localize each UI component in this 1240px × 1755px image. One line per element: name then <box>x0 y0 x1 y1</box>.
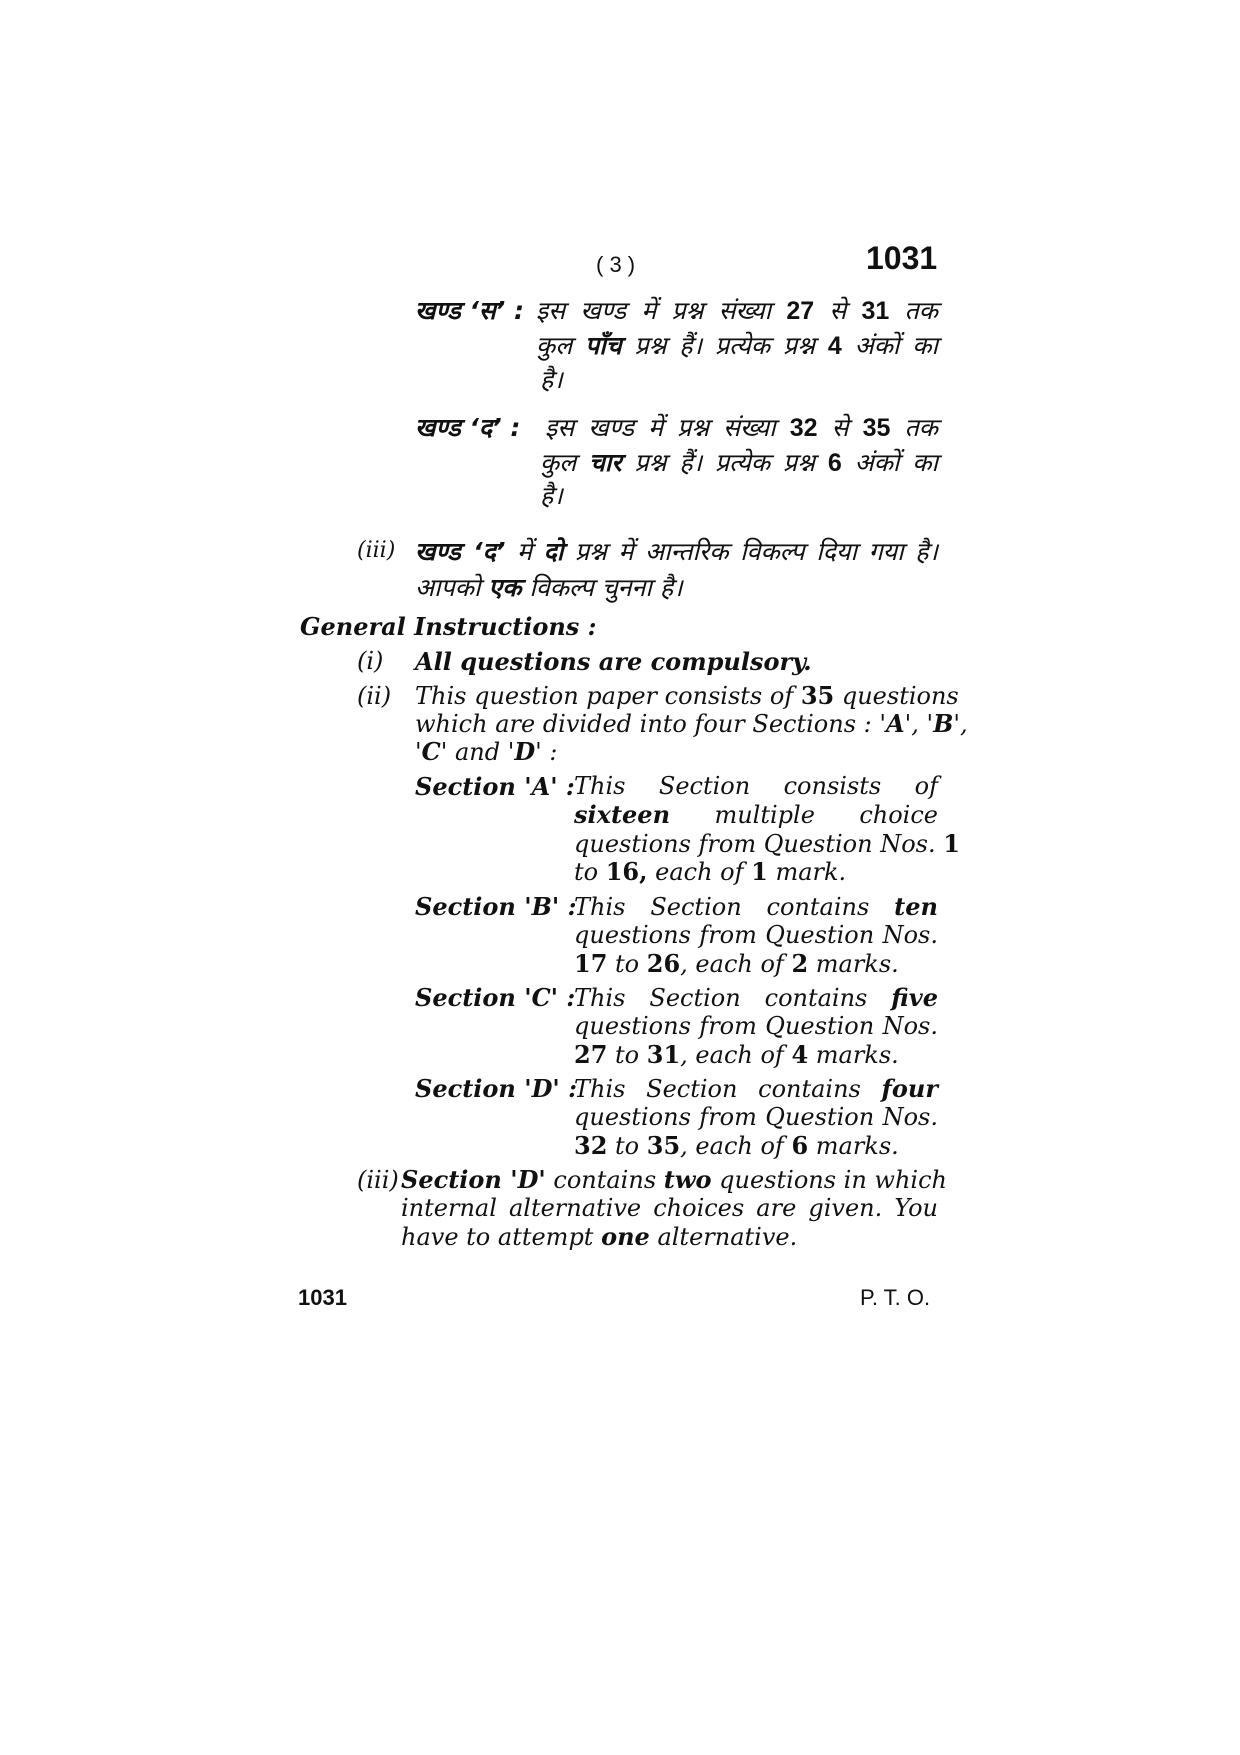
section-a-line2: sixteen multiple choice <box>574 800 938 829</box>
section-b-label: Section 'B' : <box>415 892 577 921</box>
gi-item-ii-marker: (ii) <box>357 682 392 710</box>
section-c-label: Section 'C' : <box>415 983 576 1012</box>
general-instructions-heading: General Instructions : <box>300 612 597 641</box>
hindi-section-sa-line3: है। <box>540 365 563 394</box>
gi-item-iii-line3: have to attempt one alternative. <box>401 1222 798 1251</box>
section-c-line1: This Section contains five <box>574 983 938 1012</box>
section-b-line3: 17 to 26, each of 2 marks. <box>574 949 899 978</box>
paper-code-header: 1031 <box>866 240 938 276</box>
hindi-section-da-line3: है। <box>540 481 563 510</box>
gi-item-ii-line3: 'C' and 'D' : <box>415 737 558 766</box>
section-d-line3: 32 to 35, each of 6 marks. <box>574 1131 899 1160</box>
section-a-line1: This Section consists of <box>574 772 938 800</box>
section-d-line2: questions from Question Nos. <box>574 1103 938 1131</box>
paper-code-footer: 1031 <box>298 1285 347 1310</box>
section-c-line3: 27 to 31, each of 4 marks. <box>574 1040 899 1069</box>
pto-label: P. T. O. <box>860 1285 931 1310</box>
hindi-section-da-label: खण्ड ‘द’ : <box>415 413 521 442</box>
hindi-section-da-line2: कुल चार प्रश्न हैं। प्रत्येक प्रश्न 6 अंकों का <box>540 448 938 477</box>
section-b-line1: This Section contains ten <box>574 892 938 921</box>
hindi-item-iii-line1: खण्ड ‘द’ में दो प्रश्न में आन्तरिक विकल्प दिया गया है। <box>415 537 938 566</box>
hindi-section-da-line1: इस खण्ड में प्रश्न संख्या 32 से 35 तक <box>545 413 939 442</box>
section-a-label: Section 'A' : <box>415 772 575 801</box>
hindi-section-sa-label: खण्ड ‘स’ : <box>415 296 524 325</box>
section-a-line3: questions from Question Nos. 1 <box>574 829 960 858</box>
hindi-item-iii-marker: (iii) <box>357 538 396 563</box>
section-d-line1: This Section contains four <box>574 1074 938 1103</box>
gi-item-iii-line2: internal alternative choices are given. You <box>401 1194 938 1222</box>
section-c-line2: questions from Question Nos. <box>574 1012 938 1040</box>
gi-item-i-text: All questions are compulsory. <box>415 647 812 676</box>
hindi-section-sa-line2: कुल पाँच प्रश्न हैं। प्रत्येक प्रश्न 4 अंकों का <box>536 331 938 360</box>
gi-item-iii-line1: Section 'D' contains two questions in which <box>401 1165 948 1194</box>
hindi-section-sa-line1: इस खण्ड में प्रश्न संख्या 27 से 31 तक <box>536 296 939 325</box>
section-a-line4: to 16, each of 1 mark. <box>574 857 847 886</box>
gi-item-i-marker: (i) <box>357 647 384 675</box>
gi-item-ii-line2: which are divided into four Sections : 'A', 'B', <box>415 709 968 738</box>
gi-item-ii-line1: This question paper consists of 35 questions <box>415 681 959 710</box>
hindi-item-iii-line2: आपको एक विकल्प चुनना है। <box>415 573 683 602</box>
gi-item-iii-marker: (iii) <box>357 1166 399 1194</box>
page-number: ( 3 ) <box>596 252 636 277</box>
section-b-line2: questions from Question Nos. <box>574 921 938 949</box>
section-d-label: Section 'D' : <box>415 1074 577 1103</box>
